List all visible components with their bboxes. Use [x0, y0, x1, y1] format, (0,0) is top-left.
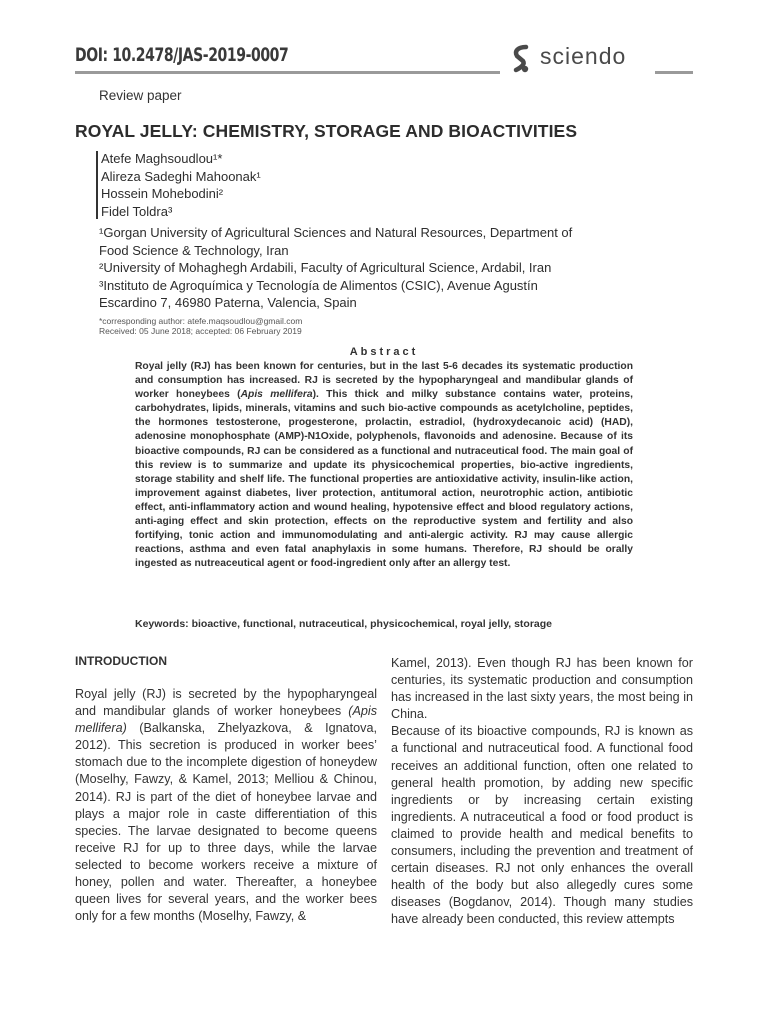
doi-label: DOI: 10.2478/JAS-2019-0007 [75, 44, 289, 66]
affiliation-line: Escardino 7, 46980 Paterna, Valencia, Spain [99, 295, 357, 311]
article-type: Review paper [99, 88, 182, 103]
paragraph: Kamel, 2013). Even though RJ has been known for centuries, its systematic production and consumption has increased in the last sixty years, the most being in China. [391, 656, 693, 722]
author-name: Hossein Mohebodini² [101, 186, 224, 202]
section-heading: INTRODUCTION [75, 654, 167, 668]
author-list [101, 150, 261, 220]
affiliation-line: ²University of Mohaghegh Ardabili, Faculty of Agricultural Science, Ardabil, Iran [99, 260, 552, 276]
body-column-right [391, 655, 693, 929]
body-column-left [75, 686, 377, 925]
publisher-logo-text: sciendo [540, 43, 627, 69]
affiliation-line: Food Science & Technology, Iran [99, 242, 289, 258]
paper-title: ROYAL JELLY: CHEMISTRY, STORAGE AND BIOACTIVITIES [75, 121, 578, 141]
italic-species: Apis mellifera [240, 389, 313, 401]
keywords: Keywords: bioactive, functional, nutraceutical, physicochemical, royal jelly, storage [135, 618, 553, 630]
italic-species: (Apis mellifera) [75, 704, 377, 736]
authors-bar [96, 151, 98, 219]
header-rule [75, 71, 500, 74]
affiliations [99, 224, 572, 312]
paragraph: Because of its bioactive compounds, RJ is known as a functional and nutraceutical food. A functional food receives an additional function, often one related to general health promotion, by adding new specific ingredients or by increasing certain existing ingredients. A nutraceutical a food or food product is claimed to provide health and medical benefits to consumers, including the prevention and treatment of certain diseases. RJ not only enhances the overall health of the body but also allegedly cures some diseases (Bogdanov, 2014). Though many studies have already been conducted, this review attempts [391, 724, 693, 927]
affiliation-line: ³Instituto de Agroquímica y Tecnología de Alimentos (CSIC), Avenue Agustín [99, 277, 538, 293]
abstract-heading: Abstract [349, 346, 419, 358]
header-rule-right [655, 71, 693, 74]
author-name: Alireza Sadeghi Mahoonak¹ [101, 168, 261, 184]
affiliation-line: ¹Gorgan University of Agricultural Sciences and Natural Resources, Department of [99, 225, 573, 240]
author-name: Atefe Maghsoudlou¹* [101, 151, 223, 166]
corresponding-author: *corresponding author: atefe.maqsoudlou@gmail.com [99, 316, 303, 326]
sciendo-logo-icon [510, 44, 532, 74]
article-meta [99, 316, 302, 336]
author-name: Fidel Toldra³ [101, 203, 173, 219]
abstract-text: Royal jelly (RJ) has been known for centuries, but in the last 5-6 decades its systematic production and consumption has increased. RJ is secreted by the hypopharyngeal and mandibular glands of worker honeybees (Apis mellifera). This thick and milky substance contains water, proteins, carbohydrates, lipids, minerals, vitamins and such bio-active compounds as acetylcholine, peptides, the hormones testosterone, progesterone, prolactin, estradiol, (hydroxydecanoic acid) (HAD), adenosine monophosphate (AMP)-N1Oxide, polyphenols, flavonoids and adenosine. Because of its bioactive compounds, RJ can be considered as a functional and nutraceutical food. The main goal of this review is to summarize and update its physicochemical properties, bio-active ingredients, storage stability and shelf life. The functional properties are antioxidative activity, insulin-like action, improvement against diabetes, liver protection, antitumoral action, neurotrophic action, antibiotic effect, anti-inflammatory action and wound healing, hypotensive effect and blood regulatory actions, anti-aging effect and skin protection, effects on the reproductive system and fertility and also fortifying, tonic action and immunomodulating and anti-alergic activity. RJ may cause allergic reactions, asthma and even fatal anaphylaxis in some humans. Therefore, RJ should be orally ingested as nutreaceutical agent or food-ingredient only after an allergy test. [135, 361, 633, 570]
received-dates: Received: 05 June 2018; accepted: 06 February 2019 [99, 326, 302, 336]
paragraph: Royal jelly (RJ) is secreted by the hypopharyngeal and mandibular glands of worker honeybees (Apis mellifera) (Balkanska, Zhelyazkova, & Ignatova, 2012). This secretion is produced in worker bees’ stomach due to the incomplete digestion of honeydew (Moselhy, Fawzy, & Kamel, 2013; Melliou & Chinou, 2014). RJ is part of the diet of honeybee larvae and plays a major role in caste differentiation of this species. The larvae designated to become queens receive RJ for up to three days, while the larvae selected to become workers receive a mixture of honey, pollen and water. Thereafter, a honeybee queen lives for several years, and the worker bees only for a few months (Moselhy, Fawzy, & [75, 687, 377, 924]
